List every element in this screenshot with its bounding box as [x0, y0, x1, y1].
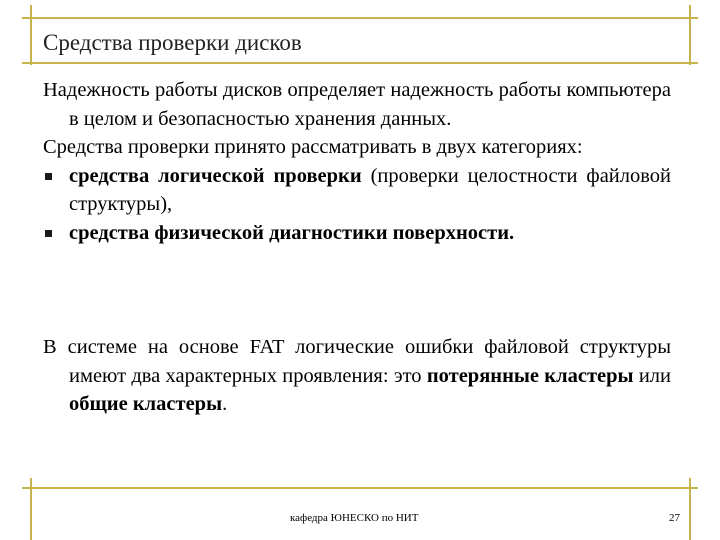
logical-check-description: (проверки целостности файловой структуры),: [69, 164, 671, 215]
physical-diagnostics-term: средства физической диагностики поверхности.: [69, 221, 515, 244]
footer-right-rule: [689, 478, 691, 540]
left-rule: [30, 5, 32, 65]
square-bullet-icon: [45, 230, 52, 237]
slide-title: Средства проверки дисков: [43, 30, 302, 55]
footer-rule: [22, 487, 698, 489]
fat-text-start: В системе на основе FAT логические ошибки файловой структуры имеют два характерных проявления: это: [43, 336, 671, 387]
footer-left-rule: [30, 478, 32, 540]
slide-body: [43, 76, 671, 247]
footer-department: кафедра ЮНЕСКО по НИТ: [290, 512, 419, 524]
paragraph-fat: [43, 333, 671, 419]
list-item-physical: [43, 219, 671, 248]
fat-text-end: .: [222, 393, 228, 415]
paragraph-reliability: Надежность работы дисков определяет надежность работы компьютера в целом и безопасностью хранения данных.: [43, 79, 671, 130]
paragraph-categories: Средства проверки принято рассматривать в двух категориях:: [43, 136, 583, 158]
shared-clusters-term: общие кластеры: [69, 393, 223, 415]
title-underline: [22, 62, 698, 64]
fat-text-mid: или: [633, 364, 671, 387]
fat-paragraph-block: [43, 333, 671, 419]
lost-clusters-term: потерянные кластеры: [426, 364, 634, 387]
page-number: 27: [669, 512, 680, 524]
logical-check-term: средства логической проверки: [69, 164, 362, 187]
square-bullet-icon: [45, 173, 52, 180]
list-item-logical: [43, 162, 671, 219]
top-rule: [22, 17, 698, 19]
right-rule: [689, 5, 691, 65]
